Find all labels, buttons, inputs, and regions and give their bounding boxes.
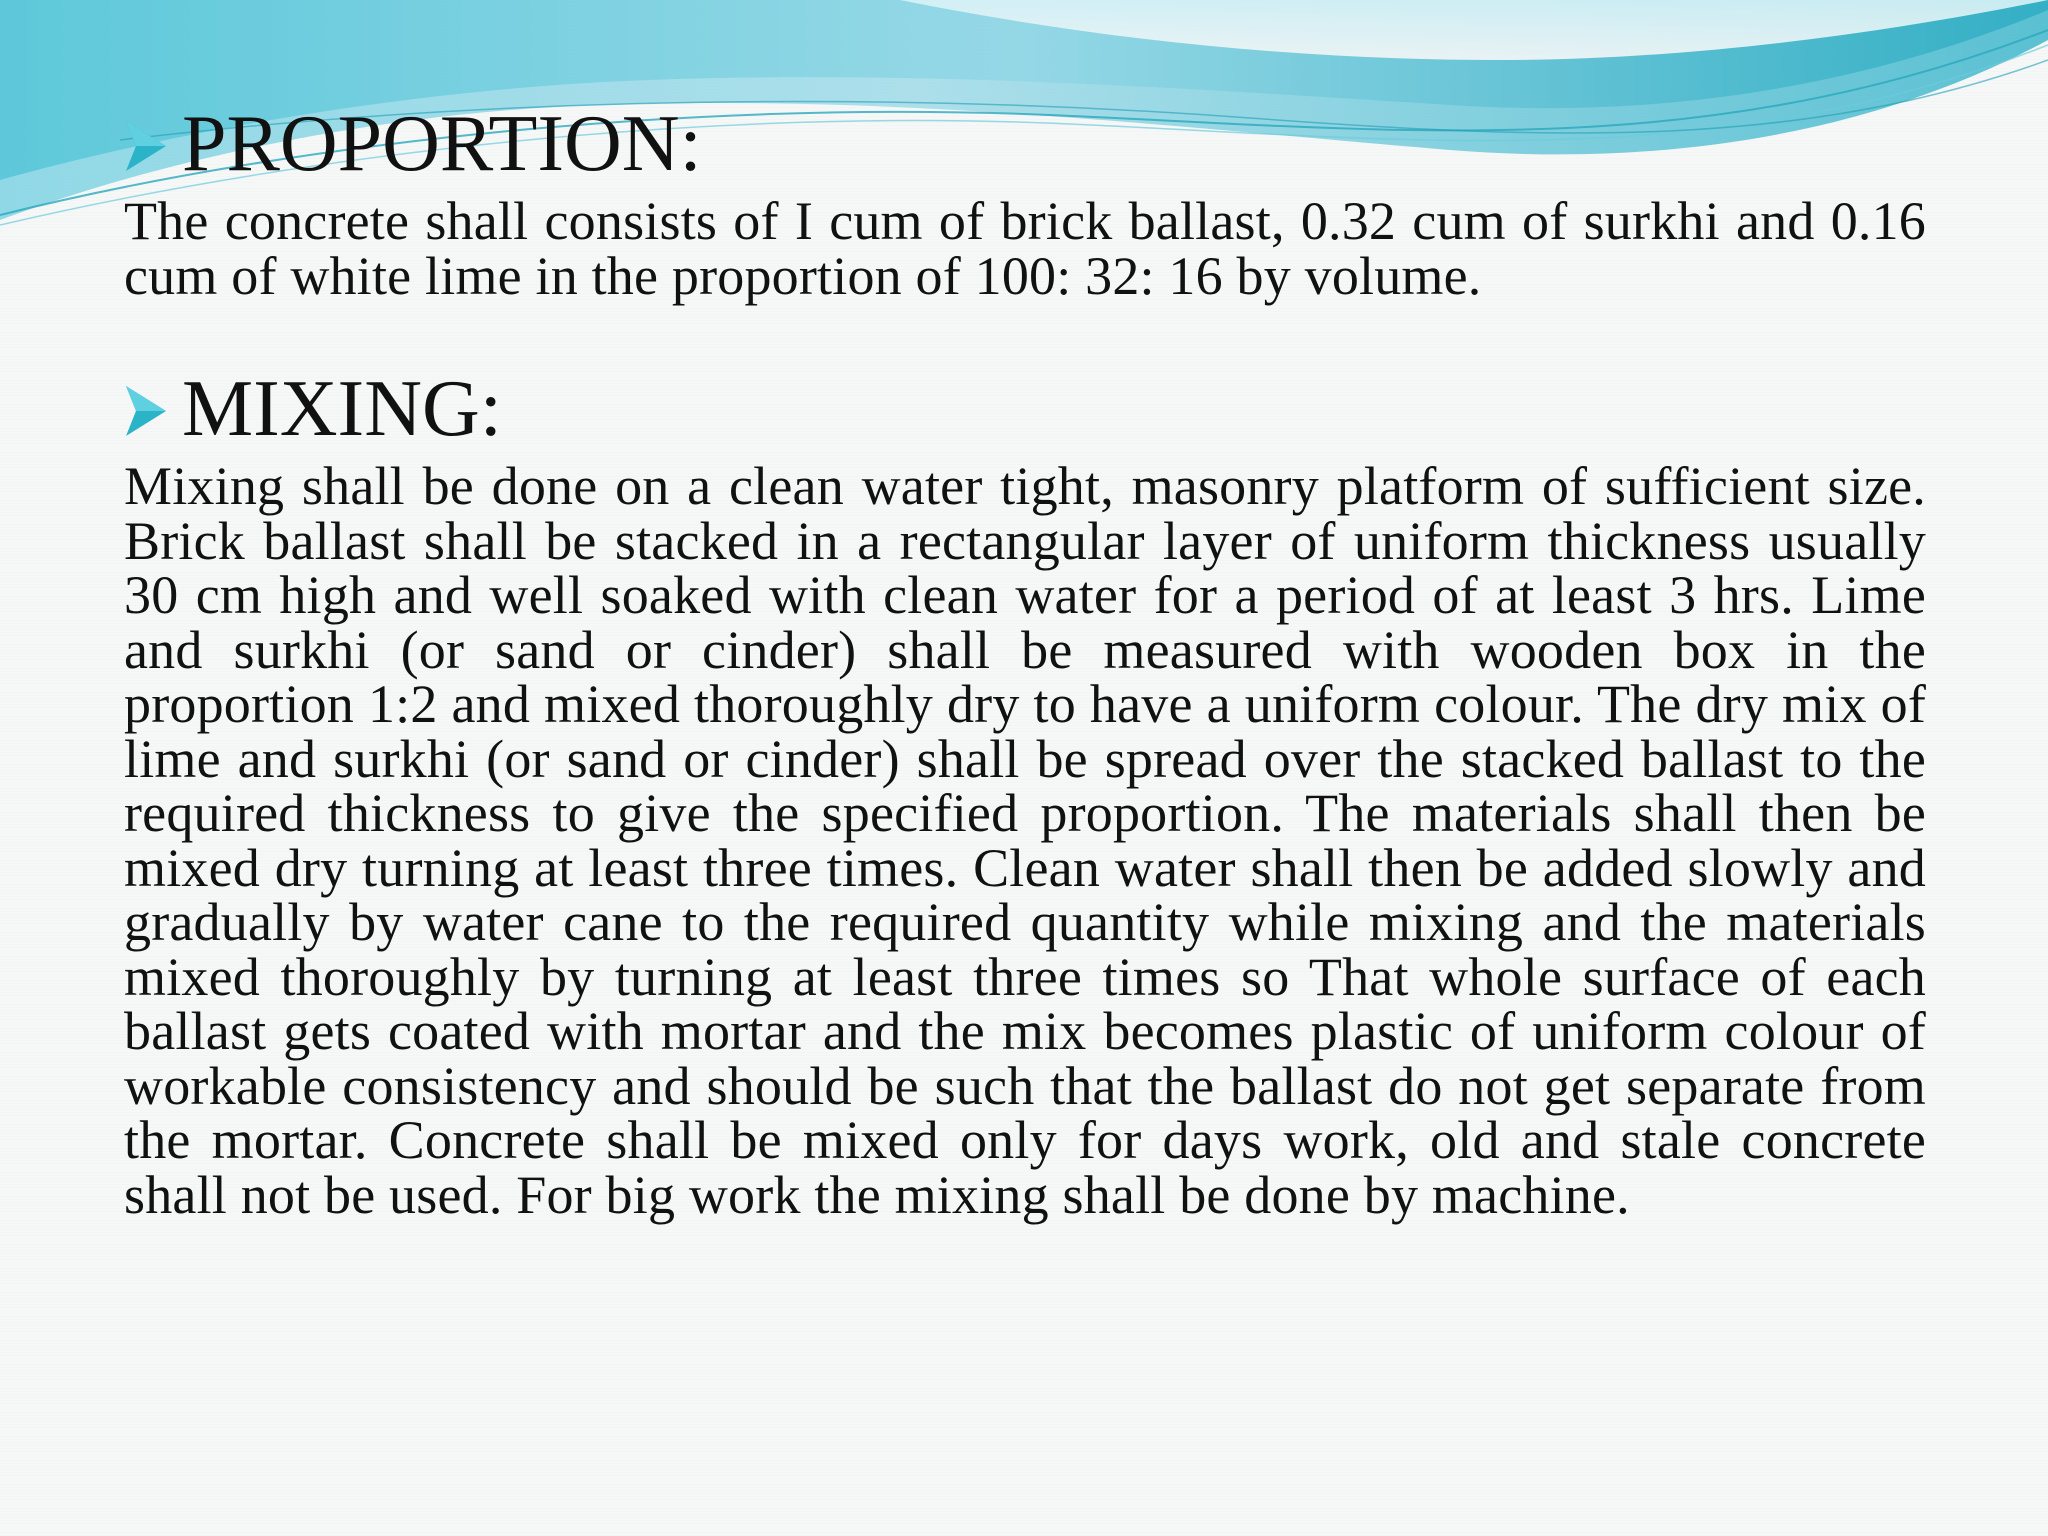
arrow-bullet-icon [124,119,168,173]
mixing-body: Mixing shall be done on a clean water tight, masonry platform of sufficient size. Brick ballast shall be stacked in a rectangular layer of uniform thickness usually 30 cm high and well soaked with clean water for a period of at least 3 hrs. Lime and surkhi (or sand or cinder) shall be measured with wooden box in the proportion 1:2 and mixed thoroughly dry to have a uniform colour. The dry mix of lime and surkhi (or sand or cinder) shall be spread over the stacked ballast to the required thickness to give the specified proportion. The materials shall then be mixed dry turning at least three times. Clean water shall then be added slowly and gradually by water cane to the required quantity while mixing and the materials mixed thoroughly by turning at least three times so That whole surface of each ballast gets coated with mortar and the mix becomes plastic of uniform colour of workable consistency and should be such that the ballast do not get separate from the mortar. Concrete shall be mixed only for days work, old and stale concrete shall not be used. For big work the mixing shall be done by machine. [124,456,1926,1225]
mixing-heading [124,363,1926,455]
proportion-body: The concrete shall consists of I cum of brick ballast, 0.32 cum of surkhi and 0.16 cum of white lime in the proportion of 100: 32: 16 by volume. [124,191,1926,306]
proportion-heading [124,98,1926,190]
mixing-heading-text: MIXING: [182,365,502,453]
proportion-section [124,98,1926,306]
slide-content [124,98,1926,1225]
section-spacer [124,303,1926,363]
proportion-heading-text: PROPORTION: [182,100,702,188]
arrow-bullet-icon [124,384,168,438]
mixing-section [124,363,1926,1225]
